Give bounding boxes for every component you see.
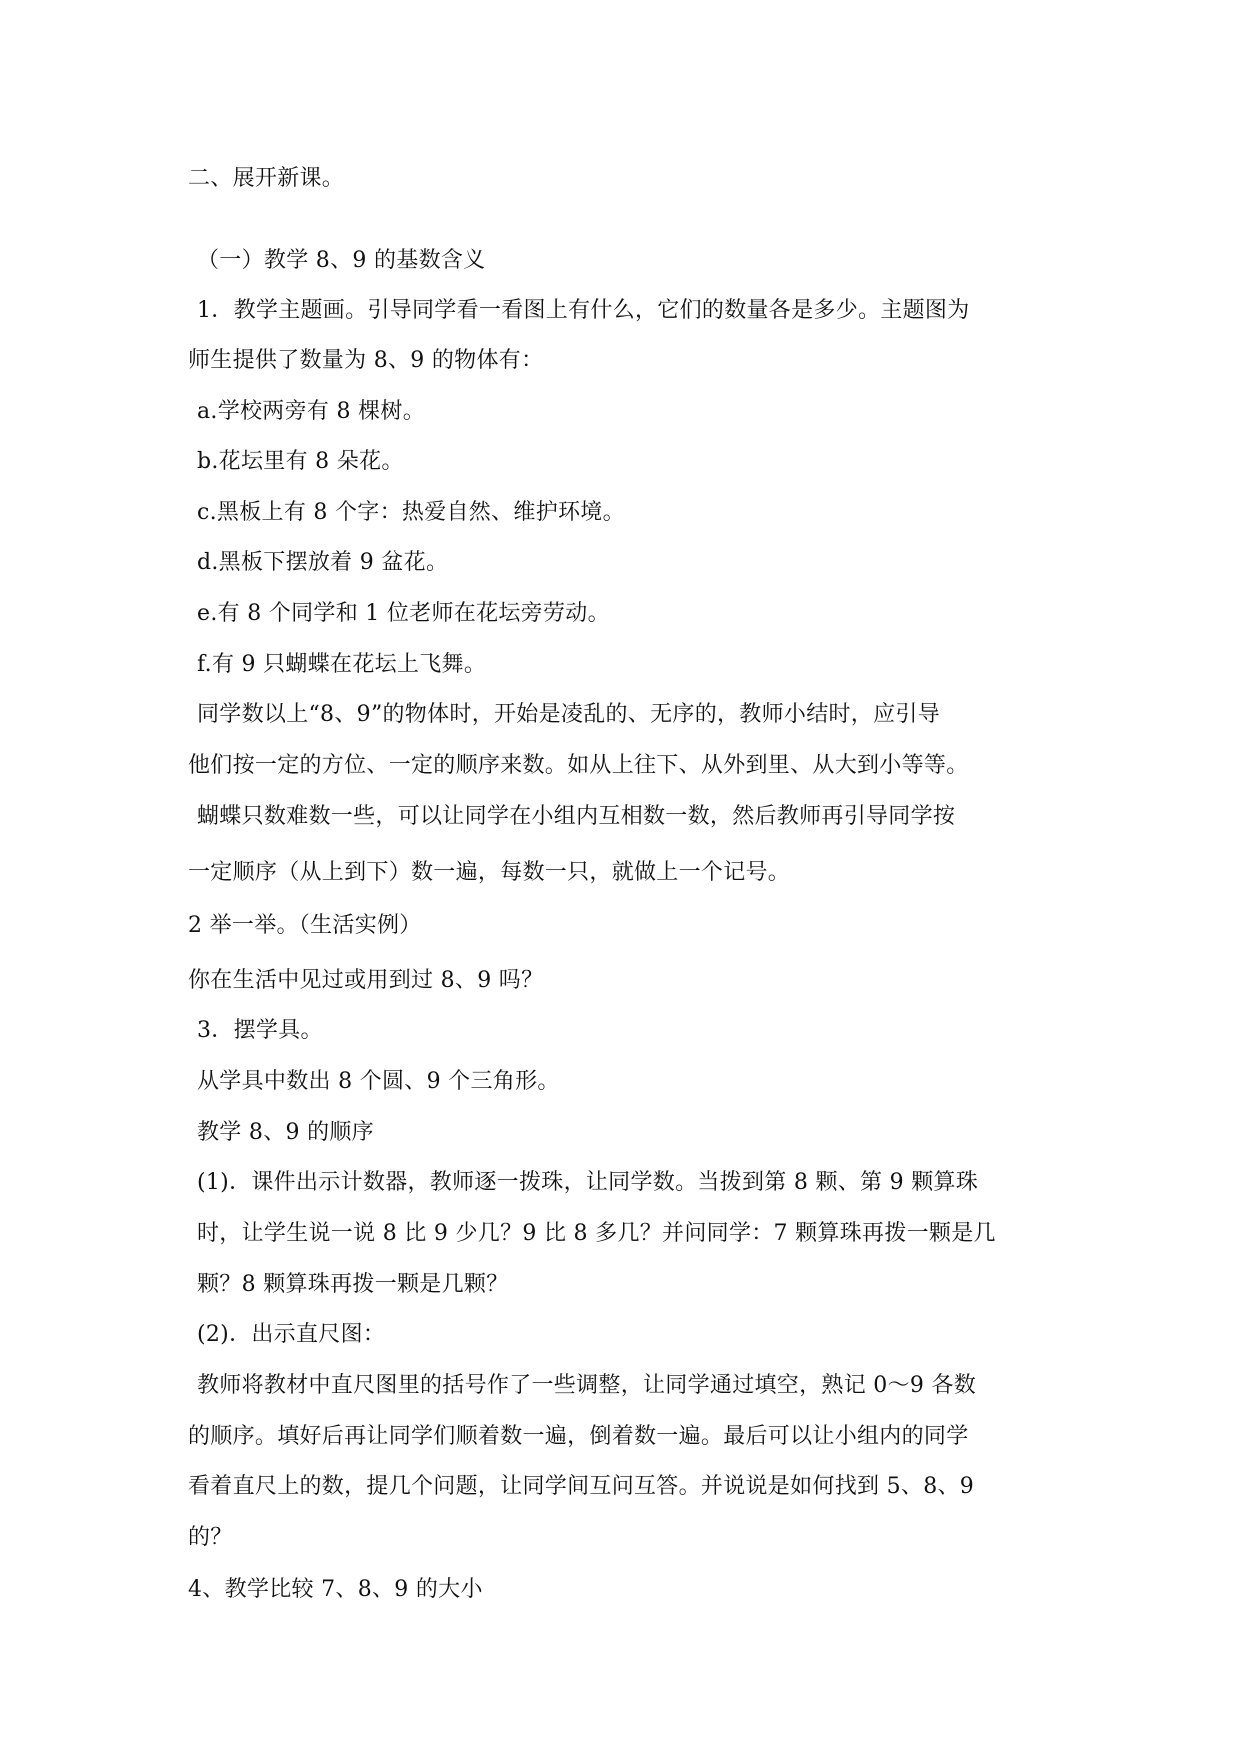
- paragraph-line: 从学具中数出 8 个圆、9 个三角形。: [197, 1069, 560, 1094]
- paragraph-line: 他们按一定的方位、一定的顺序来数。如从上往下、从外到里、从大到小等等。: [188, 753, 969, 778]
- subsection-heading: （一）教学 8、9 的基数含义: [197, 248, 486, 273]
- paragraph-line: 师生提供了数量为 8、9 的物体有：: [188, 348, 544, 373]
- paragraph-line: (1)．课件出示计数器，教师逐一拨珠，让同学数。当拨到第 8 颗、第 9 颗算珠: [197, 1170, 979, 1195]
- list-item: d.黑板下摆放着 9 盆花。: [197, 550, 449, 575]
- list-item: e.有 8 个同学和 1 位老师在花坛旁劳动。: [197, 601, 610, 626]
- paragraph-line: 你在生活中见过或用到过 8、9 吗？: [188, 968, 544, 993]
- section-heading: 2 举一举。（生活实例）: [188, 913, 422, 938]
- paragraph-line: 颗？8 颗算珠再拨一颗是几颗？: [197, 1272, 509, 1297]
- list-item: f.有 9 只蝴蝶在花坛上飞舞。: [197, 652, 487, 677]
- paragraph-line: 一定顺序（从上到下）数一遍，每数一只，就做上一个记号。: [188, 860, 791, 885]
- paragraph-line: 的顺序。填好后再让同学们顺着数一遍，倒着数一遍。最后可以让小组内的同学: [188, 1424, 969, 1449]
- paragraph-line: 时，让学生说一说 8 比 9 少几？9 比 8 多几？并问同学：7 颗算珠再拨一颗是几: [197, 1221, 996, 1246]
- list-item: b.花坛里有 8 朵花。: [197, 449, 404, 474]
- paragraph-line: 同学数以上“8、9”的物体时，开始是凌乱的、无序的，教师小结时，应引导: [197, 702, 940, 727]
- subsection-heading: 教学 8、9 的顺序: [197, 1120, 374, 1145]
- paragraph-line: 1．教学主题画。引导同学看一看图上有什么，它们的数量各是多少。主题图为: [197, 298, 970, 323]
- paragraph-line: 蝴蝶只数难数一些，可以让同学在小组内互相数一数，然后教师再引导同学按: [197, 804, 956, 829]
- section-heading: 3．摆学具。: [197, 1018, 323, 1043]
- paragraph-line: (2)．出示直尺图：: [197, 1322, 386, 1347]
- paragraph-line: 看着直尺上的数，提几个问题，让同学间互问互答。并说说是如何找到 5、8、9: [188, 1474, 975, 1499]
- section-heading: 4、教学比较 7、8、9 的大小: [188, 1577, 483, 1602]
- section-heading: 二、展开新课。: [188, 166, 345, 191]
- list-item: a.学校两旁有 8 棵树。: [197, 399, 425, 424]
- paragraph-line: 教师将教材中直尺图里的括号作了一些调整，让同学通过填空，熟记 0～9 各数: [197, 1373, 977, 1398]
- list-item: c.黑板上有 8 个字：热爱自然、维护环境。: [197, 500, 625, 525]
- paragraph-line: 的？: [188, 1525, 233, 1550]
